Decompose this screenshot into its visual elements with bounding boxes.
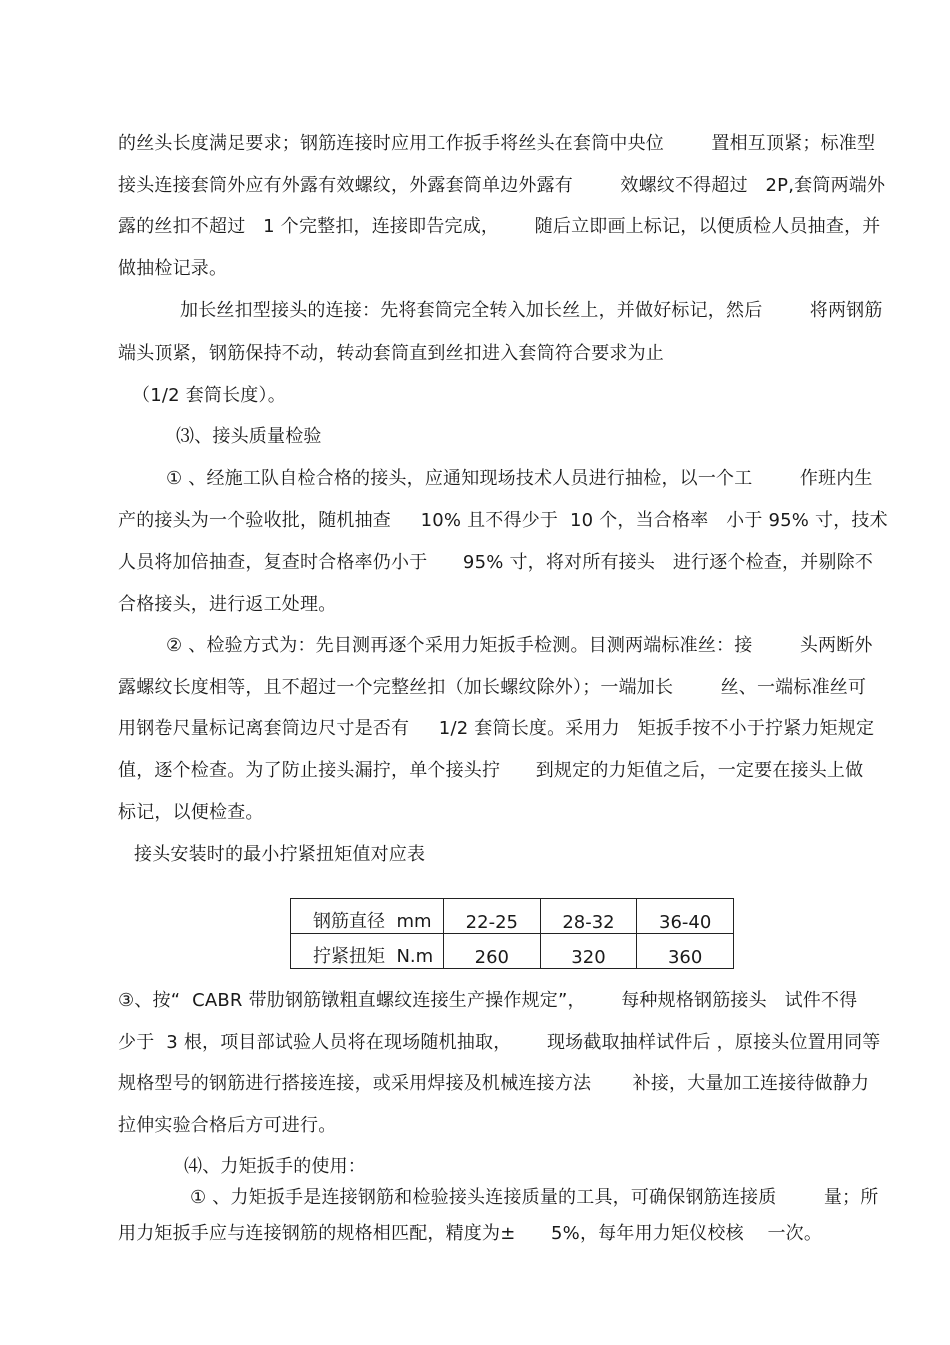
text-line: 值，逐个检查。为了防止接头漏拧，单个接头拧 到规定的力矩值之后，一定要在接头上做 <box>118 760 864 781</box>
text-line: 的丝头长度满足要求；钢筋连接时应用工作扳手将丝头在套筒中央位 置相互顶紧；标准型 <box>118 133 876 154</box>
table-cell: 320 <box>540 934 637 969</box>
text-line: 做抽检记录。 <box>118 258 228 279</box>
text-line: 少于 3 根，项目部试验人员将在现场随机抽取， 现场截取抽样试件后 ，原接头位置用同等 <box>118 1032 881 1053</box>
text-line: 端头顶紧，钢筋保持不动，转动套筒直到丝扣进入套筒符合要求为止 <box>118 343 664 364</box>
text-line: 规格型号的钢筋进行搭接连接，或采用焊接及机械连接方法 补接，大量加工连接待做静力 <box>118 1073 870 1094</box>
text-line: （1/2 套筒长度）。 <box>132 385 286 406</box>
text-line: 用力矩扳手应与连接钢筋的规格相匹配，精度为± 5%，每年用力矩仪校核 一次。 <box>118 1223 823 1244</box>
table-cell: 28-32 <box>540 899 637 934</box>
text-line: ② 、检验方式为：先目测再逐个采用力矩扳手检测。目测两端标准丝：接 头两断外 <box>166 635 873 656</box>
text-line: 拉伸实验合格后方可进行。 <box>118 1115 337 1136</box>
text-line: 加长丝扣型接头的连接：先将套筒完全转入加长丝上，并做好标记，然后 将两钢筋 <box>180 300 883 321</box>
text-line: 人员将加倍抽查，复查时合格率仍小于 95% 寸，将对所有接头 进行逐个检查，并剔除不 <box>118 552 874 573</box>
text-line: ① 、经施工队自检合格的接头，应通知现场技术人员进行抽检，以一个工 作班内生 <box>166 468 873 489</box>
torque-table <box>290 898 734 969</box>
table-header-cell: 钢筋直径 mm <box>291 899 444 934</box>
text-line: 用钢卷尺量标记离套筒边尺寸是否有 1/2 套筒长度。采用力 矩扳手按不小于拧紧力矩规定 <box>118 718 875 739</box>
text-line: ⑷、力矩扳手的使用： <box>184 1156 366 1177</box>
table-row <box>291 899 734 934</box>
table-header-cell: 拧紧扭矩 N.m <box>291 934 444 969</box>
text-line: ③、按“ CABR 带肋钢筋镦粗直螺纹连接生产操作规定”， 每种规格钢筋接头 试件不得 <box>118 990 858 1011</box>
text-line: 露的丝扣不超过 1 个完整扣，连接即告完成， 随后立即画上标记，以便质检人员抽查，并 <box>118 216 881 237</box>
text-line: 露螺纹长度相等，且不超过一个完整丝扣（加长螺纹除外）；一端加长 丝、一端标准丝可 <box>118 677 867 698</box>
text-line: 合格接头，进行返工处理。 <box>118 594 337 615</box>
text-line: 接头连接套筒外应有外露有效螺纹，外露套筒单边外露有 效螺纹不得超过 2P,套筒两端外 <box>118 175 886 196</box>
text-line: 产的接头为一个验收批，随机抽查 10% 且不得少于 10 个，当合格率 小于 95% 寸，技术 <box>118 510 888 531</box>
table-cell: 360 <box>637 934 734 969</box>
table-cell: 22-25 <box>444 899 541 934</box>
text-line: 接头安装时的最小拧紧扭矩值对应表 <box>134 844 426 865</box>
table-cell: 260 <box>444 934 541 969</box>
table-cell: 36-40 <box>637 899 734 934</box>
text-line: ① 、力矩扳手是连接钢筋和检验接头连接质量的工具，可确保钢筋连接质 量；所 <box>190 1187 879 1208</box>
table-row <box>291 934 734 969</box>
text-line: ⑶、接头质量检验 <box>176 426 322 447</box>
text-line: 标记，以便检查。 <box>118 802 264 823</box>
